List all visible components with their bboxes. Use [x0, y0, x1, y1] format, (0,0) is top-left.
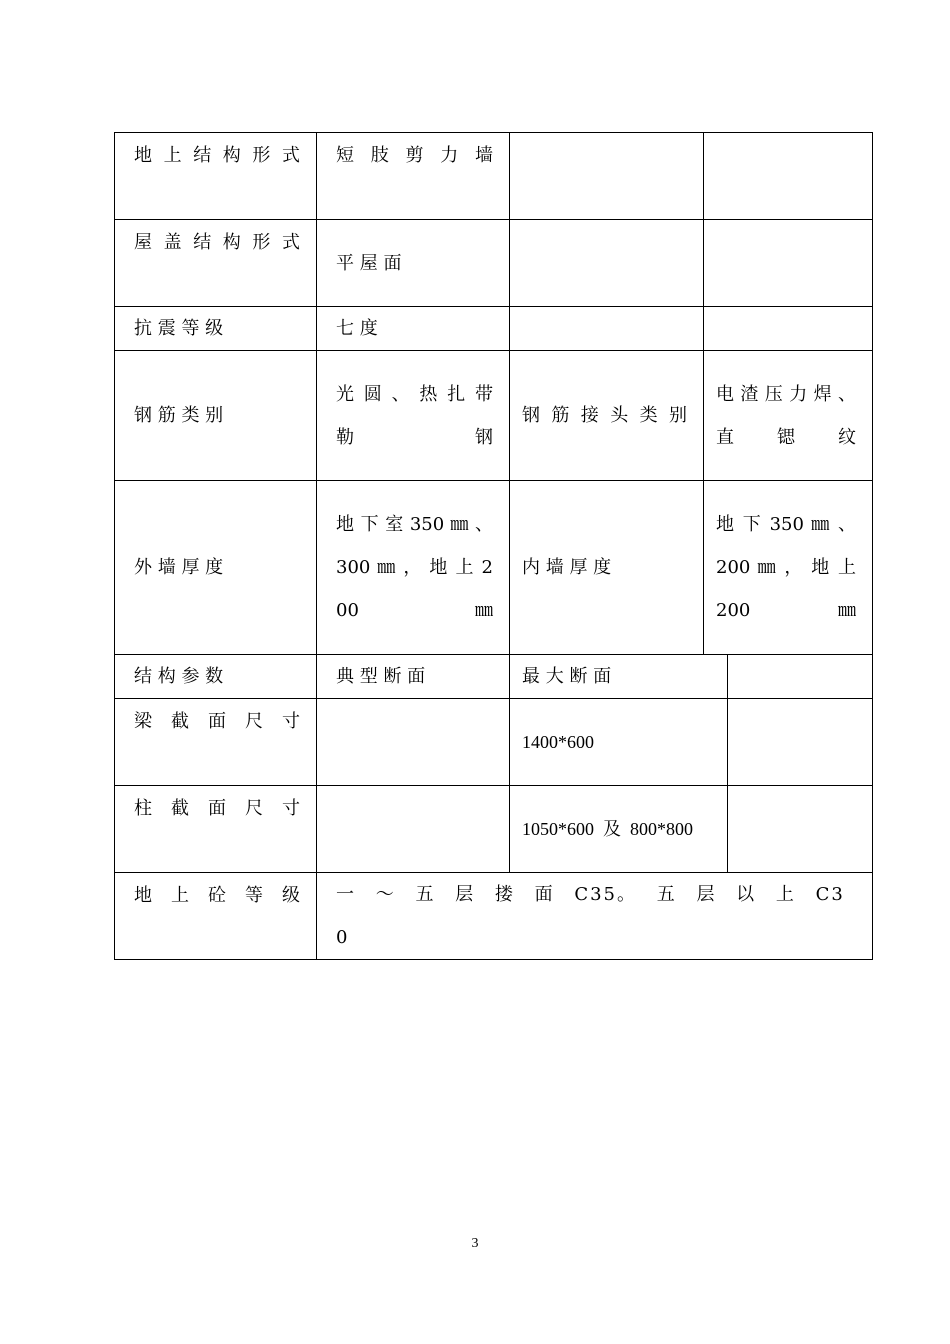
table-cell [509, 654, 728, 699]
table-cell [509, 698, 728, 786]
table-cell [509, 132, 704, 220]
table-cell [316, 480, 510, 655]
cell-text: 短 肢 剪 力 墙 [336, 145, 493, 166]
table-cell [727, 698, 873, 786]
row-label: 梁 截 面 尺 寸 [134, 711, 300, 732]
cell-text: 内 墙 厚 度 [522, 557, 612, 578]
row-label: 屋 盖 结 构 形 式 [134, 232, 300, 253]
page-number: 3 [471, 1236, 479, 1251]
table-cell [509, 350, 704, 481]
table-cell [703, 306, 873, 351]
table-cell-label [114, 350, 317, 481]
table-cell [703, 350, 873, 481]
table-cell [316, 654, 510, 699]
table-cell [703, 480, 873, 655]
row-label: 抗 震 等 级 [134, 318, 224, 339]
table-cell [509, 306, 704, 351]
cell-text: 七 度 [336, 318, 378, 339]
table-cell [316, 785, 510, 873]
table-cell [509, 785, 728, 873]
table-cell [316, 219, 510, 307]
cell-text: 电 渣 压 力 焊 、 直 锶 纹 [716, 383, 856, 448]
row-label: 外 墙 厚 度 [134, 557, 224, 578]
table-cell-label [114, 219, 317, 307]
row-label: 地 上 砼 等 级 [134, 885, 300, 906]
table-cell [316, 132, 510, 220]
table-cell-merged [316, 872, 873, 960]
row-label: 柱 截 面 尺 寸 [134, 798, 300, 819]
cell-text: 地 下 350 ㎜ 、 200 ㎜ ， 地 上 200 ㎜ [716, 514, 856, 621]
cell-text: 钢 筋 接 头 类 别 [522, 405, 687, 426]
cell-text: 一 ～ 五 层 搂 面 C35。 五 层 以 上 C30 [336, 884, 845, 948]
row-label: 结 构 参 数 [134, 666, 224, 687]
table-cell [727, 654, 873, 699]
table-cell [727, 785, 873, 873]
table-cell [509, 219, 704, 307]
cell-text: 典 型 断 面 [336, 666, 426, 687]
cell-text: 最 大 断 面 [522, 666, 612, 687]
table-cell-label [114, 654, 317, 699]
table-cell-label [114, 306, 317, 351]
cell-text: 1050*600 及 800*800 [522, 818, 693, 839]
table-cell-label [114, 698, 317, 786]
cell-text: 1400*600 [522, 731, 594, 752]
table-cell-label [114, 480, 317, 655]
cell-text: 光 圆 、 热 扎 带 勒 钢 [336, 383, 493, 448]
table-cell [703, 132, 873, 220]
table-cell-label [114, 132, 317, 220]
cell-text: 地 下 室 350 ㎜ 、 300 ㎜ ， 地 上 200 ㎜ [336, 514, 493, 621]
structure-parameter-table [114, 132, 873, 960]
table-cell [509, 480, 704, 655]
table-cell [316, 698, 510, 786]
table-cell-label [114, 872, 317, 960]
table-cell [316, 306, 510, 351]
table-cell [703, 219, 873, 307]
row-label: 钢 筋 类 别 [134, 405, 224, 426]
table-cell [316, 350, 510, 481]
cell-text: 平 屋 面 [336, 252, 402, 274]
row-label: 地 上 结 构 形 式 [134, 145, 300, 166]
table-cell-label [114, 785, 317, 873]
